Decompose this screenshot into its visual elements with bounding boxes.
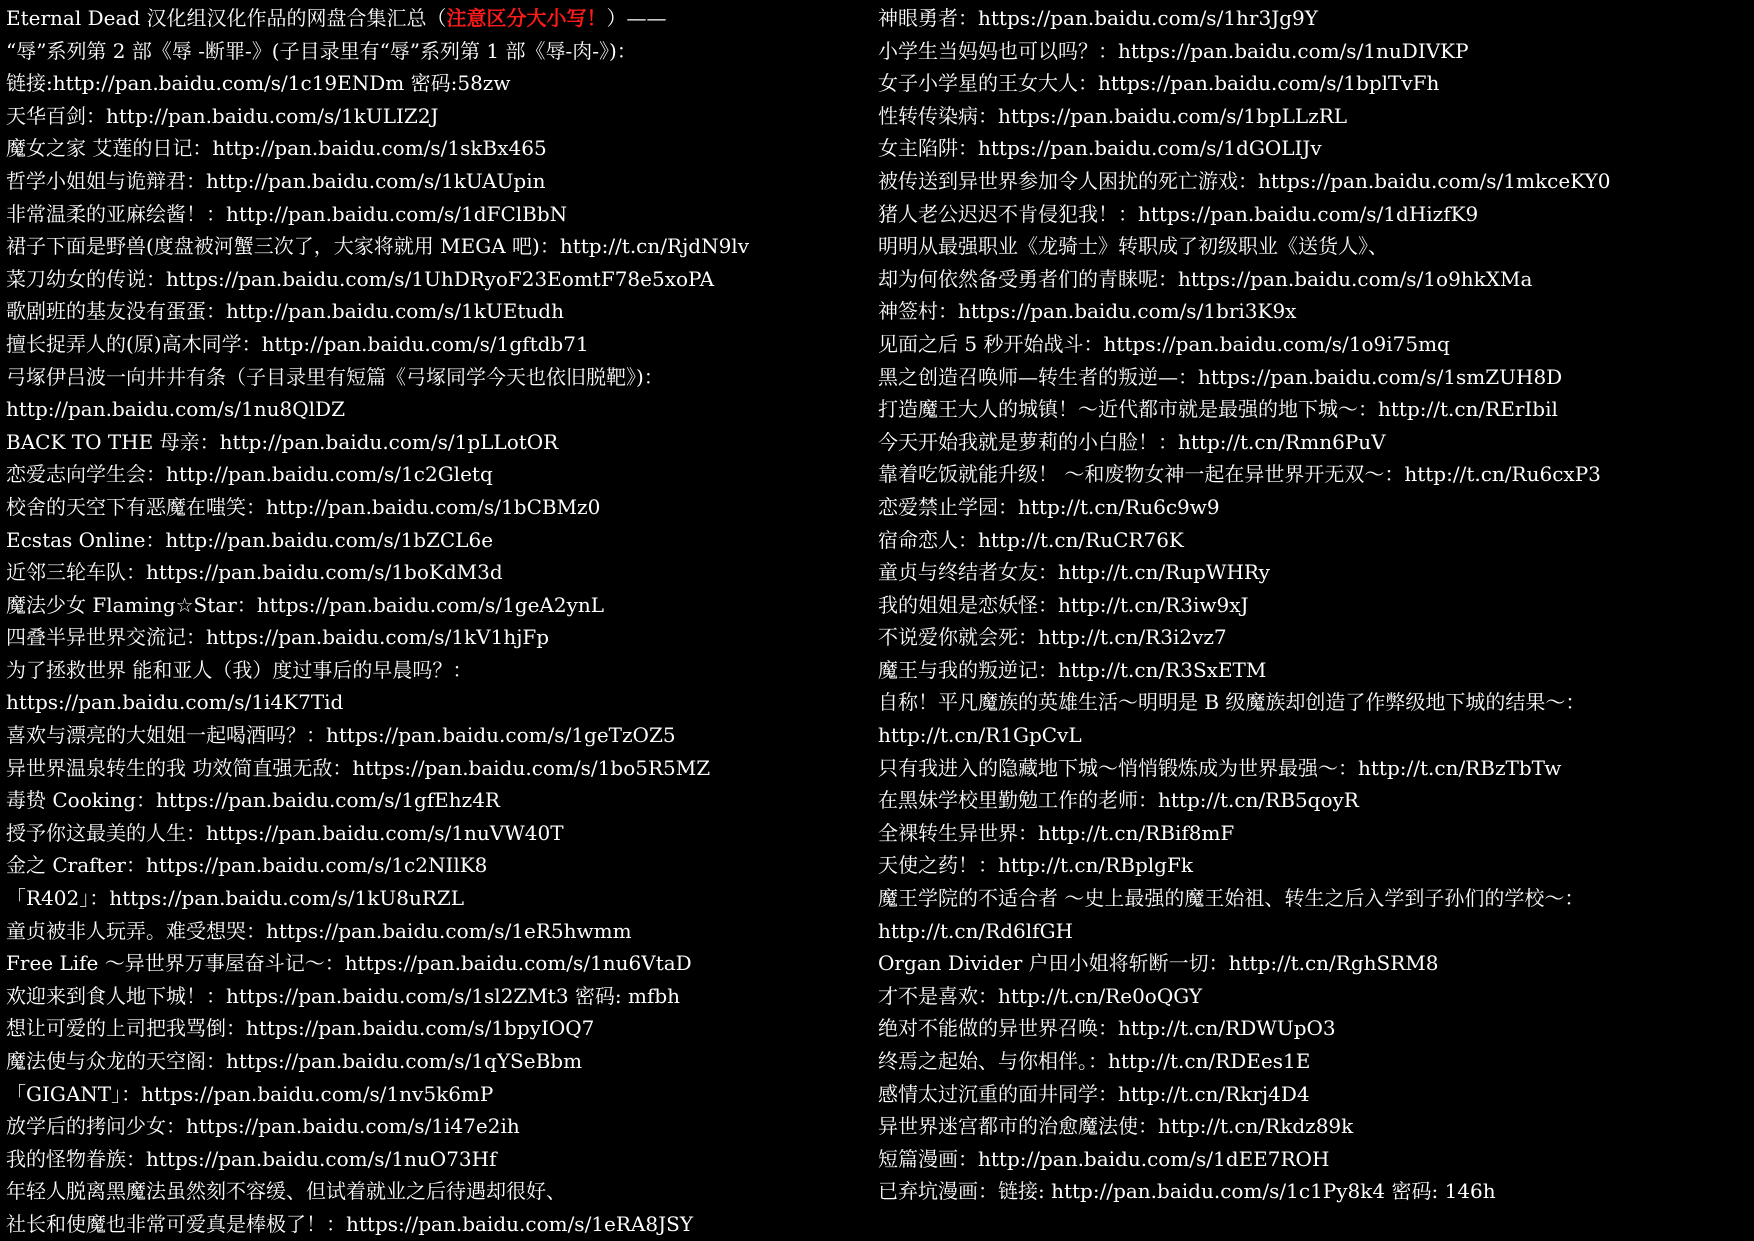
list-item[interactable]: 靠着吃饭就能升级！ ～和废物女神一起在异世界开无双～：http://t.cn/Ru6cxP3	[878, 462, 1601, 487]
list-item[interactable]: http://pan.baidu.com/s/1nu8QlDZ	[6, 397, 345, 422]
list-item[interactable]: 黑之创造召唤师—转生者的叛逆—：https://pan.baidu.com/s/1smZUH8D	[878, 364, 1563, 389]
list-item[interactable]: 童贞与终结者女友：http://t.cn/RupWHRy	[878, 560, 1270, 585]
header-prefix: Eternal Dead 汉化组汉化作品的网盘合集汇总（	[6, 6, 447, 30]
list-item[interactable]: 菜刀幼女的传说：https://pan.baidu.com/s/1UhDRyoF23EomtF78e5xoPA	[6, 266, 715, 291]
list-item: 年轻人脱离黑魔法虽然刻不容缓、但试着就业之后待遇却很好、	[6, 1179, 566, 1204]
list-item[interactable]: 欢迎来到食人地下城！：https://pan.baidu.com/s/1sl2ZMt3 密码: mfbh	[6, 983, 681, 1008]
list-item[interactable]: 才不是喜欢：http://t.cn/Re0oQGY	[878, 983, 1203, 1008]
list-item[interactable]: 近邻三轮车队：https://pan.baidu.com/s/1boKdM3d	[6, 560, 503, 585]
list-item[interactable]: 终焉之起始、与你相伴。：http://t.cn/RDEes1E	[878, 1049, 1311, 1073]
list-item[interactable]: 「GIGANT」：https://pan.baidu.com/s/1nv5k6mP	[6, 1081, 494, 1106]
list-item[interactable]: 擅长捉弄人的(原)高木同学：http://pan.baidu.com/s/1gftdb71	[6, 331, 589, 356]
list-item[interactable]: 魔王与我的叛逆记：http://t.cn/R3SxETM	[878, 657, 1267, 682]
header-line	[6, 2, 874, 35]
list-item[interactable]: 不说爱你就会死：http://t.cn/R3i2vz7	[878, 625, 1227, 650]
list-item[interactable]: 四叠半异世界交流记：https://pan.baidu.com/s/1kV1hjFp	[6, 625, 550, 650]
list-item[interactable]: Ecstas Online：http://pan.baidu.com/s/1bZCL6e	[6, 527, 494, 552]
list-item: 魔王学院的不适合者 ～史上最强的魔王始祖、转生之后入学到子孙们的学校～：	[878, 886, 1585, 911]
list-item[interactable]: 见面之后 5 秒开始战斗：https://pan.baidu.com/s/1o9i75mq	[878, 331, 1450, 356]
list-item[interactable]: 今天开始我就是萝莉的小白脸！：http://t.cn/Rmn6PuV	[878, 429, 1386, 454]
list-item: 明明从最强职业《龙骑士》转职成了初级职业《送货人》、	[878, 234, 1388, 259]
list-item[interactable]: 恋爱禁止学园：http://t.cn/Ru6c9w9	[878, 494, 1220, 519]
list-item[interactable]: 非常温柔的亚麻绘酱！：http://pan.baidu.com/s/1dFClBbN	[6, 201, 568, 226]
list-item[interactable]: 神眼勇者：https://pan.baidu.com/s/1hr3Jg9Y	[878, 6, 1318, 30]
list-item[interactable]: 异世界迷宫都市的治愈魔法使：http://t.cn/Rkdz89k	[878, 1114, 1354, 1139]
list-item: 自称！平凡魔族的英雄生活～明明是 B 级魔族却创造了作弊级地下城的结果～：	[878, 690, 1586, 715]
list-item: 为了拯救世界 能和亚人（我）度过事后的早晨吗？：	[6, 657, 473, 682]
list-item[interactable]: 喜欢与漂亮的大姐姐一起喝酒吗？：https://pan.baidu.com/s/1geTzOZ5	[6, 723, 676, 748]
list-item: 弓塚伊吕波一向井井有条（子目录里有短篇《弓塚同学今天也依旧脱靶》)：	[6, 364, 664, 389]
list-item[interactable]: 魔法使与众龙的天空阁：https://pan.baidu.com/s/1qYSeBbm	[6, 1049, 583, 1073]
list-item[interactable]: 猪人老公迟迟不肯侵犯我！：https://pan.baidu.com/s/1dHizfK9	[878, 201, 1479, 226]
list-item[interactable]: https://pan.baidu.com/s/1i4K7Tid	[6, 690, 344, 715]
list-item[interactable]: 校舍的天空下有恶魔在嗤笑：http://pan.baidu.com/s/1bCBMz0	[6, 494, 601, 519]
list-item[interactable]: 童贞被非人玩弄。难受想哭：https://pan.baidu.com/s/1eR5hwmm	[6, 918, 632, 943]
list-item[interactable]: 在黑妹学校里勤勉工作的老师：http://t.cn/RB5qoyR	[878, 788, 1359, 813]
list-item[interactable]: 毒贽 Cooking：https://pan.baidu.com/s/1gfEhz4R	[6, 788, 500, 813]
right-column	[878, 2, 1750, 1208]
list-item[interactable]: 被传送到异世界参加令人困扰的死亡游戏：https://pan.baidu.com/s/1mkceKY0	[878, 168, 1611, 193]
list-item[interactable]: 授予你这最美的人生：https://pan.baidu.com/s/1nuVW40T	[6, 820, 564, 845]
list-item[interactable]: 只有我进入的隐藏地下城～悄悄锻炼成为世界最强～：http://t.cn/RBzTbTw	[878, 755, 1562, 780]
list-item[interactable]: 全裸转生异世界：http://t.cn/RBif8mF	[878, 820, 1235, 845]
list-item[interactable]: 歌剧班的基友没有蛋蛋：http://pan.baidu.com/s/1kUEtudh	[6, 299, 564, 324]
list-item[interactable]: 打造魔王大人的城镇！～近代都市就是最强的地下城～：http://t.cn/RErIbil	[878, 397, 1558, 422]
list-item[interactable]: 绝对不能做的异世界召唤：http://t.cn/RDWUpO3	[878, 1016, 1336, 1041]
left-column	[6, 2, 874, 1241]
list-item[interactable]: 女主陷阱：https://pan.baidu.com/s/1dGOLIJv	[878, 136, 1322, 161]
list-item[interactable]: 宿命恋人：http://t.cn/RuCR76K	[878, 527, 1184, 552]
list-item[interactable]: 放学后的拷问少女：https://pan.baidu.com/s/1i47e2ih	[6, 1114, 520, 1139]
list-item[interactable]: 女子小学星的王女大人：https://pan.baidu.com/s/1bplTvFh	[878, 71, 1440, 96]
list-item[interactable]: 天华百剑：http://pan.baidu.com/s/1kULIZ2J	[6, 103, 439, 128]
list-item[interactable]: BACK TO THE 母亲：http://pan.baidu.com/s/1pLLotOR	[6, 429, 559, 454]
list-item[interactable]: 裙子下面是野兽(度盘被河蟹三次了，大家将就用 MEGA 吧)：http://t.cn/RjdN9lv	[6, 234, 749, 259]
list-item: “辱”系列第 2 部《辱 -断罪-》(子目录里有“辱”系列第 1 部《辱-肉-》)：	[6, 38, 637, 63]
list-item[interactable]: 链接:http://pan.baidu.com/s/1c19ENDm 密码:58zw	[6, 71, 511, 96]
header-suffix: ）——	[606, 6, 667, 30]
list-item[interactable]: 哲学小姐姐与诡辩君：http://pan.baidu.com/s/1kUAUpin	[6, 168, 546, 193]
list-item[interactable]: http://t.cn/R1GpCvL	[878, 723, 1082, 748]
list-item[interactable]: 我的姐姐是恋妖怪：http://t.cn/R3iw9xJ	[878, 592, 1249, 617]
list-item[interactable]: 性转传染病：https://pan.baidu.com/s/1bpLLzRL	[878, 103, 1348, 128]
list-item[interactable]: 想让可爱的上司把我骂倒：https://pan.baidu.com/s/1bpyIOQ7	[6, 1016, 595, 1041]
list-item[interactable]: http://t.cn/Rd6lfGH	[878, 918, 1073, 943]
list-item[interactable]: Free Life ～异世界万事屋奋斗记～：https://pan.baidu.com/s/1nu6VtaD	[6, 951, 692, 976]
list-item[interactable]: 社长和使魔也非常可爱真是棒极了！：https://pan.baidu.com/s/1eRA8JSY	[6, 1211, 694, 1236]
list-item[interactable]: Organ Divider 户田小姐将斩断一切：http://t.cn/RghSRM8	[878, 951, 1439, 976]
list-item[interactable]: 魔法少女 Flaming☆Star：https://pan.baidu.com/s/1geA2ynL	[6, 592, 605, 617]
case-sensitive-warning: 注意区分大小写！	[446, 6, 607, 30]
list-item[interactable]: 金之 Crafter：https://pan.baidu.com/s/1c2NIlK8	[6, 853, 488, 878]
list-item[interactable]: 恋爱志向学生会：http://pan.baidu.com/s/1c2Gletq	[6, 462, 493, 487]
list-item[interactable]: 却为何依然备受勇者们的青睐呢：https://pan.baidu.com/s/1o9hkXMa	[878, 266, 1533, 291]
list-item[interactable]: 天使之药！：http://t.cn/RBplgFk	[878, 853, 1193, 878]
list-item[interactable]: 短篇漫画：http://pan.baidu.com/s/1dEE7ROH	[878, 1146, 1330, 1171]
list-item[interactable]: 已弃坑漫画：链接: http://pan.baidu.com/s/1c1Py8k4 密码: 146h	[878, 1179, 1496, 1204]
list-item[interactable]: 魔女之家 艾莲的日记：http://pan.baidu.com/s/1skBx465	[6, 136, 547, 161]
list-item[interactable]: 我的怪物眷族：https://pan.baidu.com/s/1nuO73Hf	[6, 1146, 497, 1171]
list-item[interactable]: 「R402」：https://pan.baidu.com/s/1kU8uRZL	[6, 886, 465, 911]
list-item[interactable]: 异世界温泉转生的我 功效简直强无敌：https://pan.baidu.com/s/1bo5R5MZ	[6, 755, 711, 780]
list-item[interactable]: 感情太过沉重的面井同学：http://t.cn/Rkrj4D4	[878, 1081, 1310, 1106]
list-item[interactable]: 小学生当妈妈也可以吗？：https://pan.baidu.com/s/1nuDIVKP	[878, 38, 1469, 63]
list-item[interactable]: 神签村：https://pan.baidu.com/s/1bri3K9x	[878, 299, 1297, 324]
